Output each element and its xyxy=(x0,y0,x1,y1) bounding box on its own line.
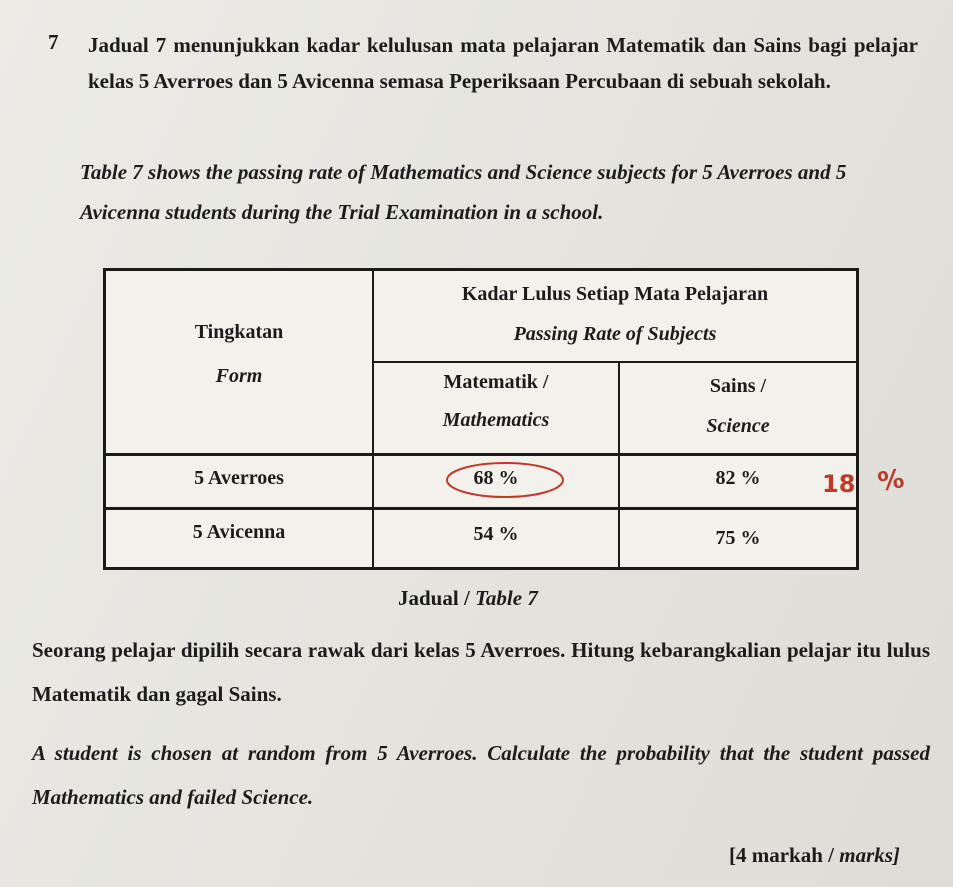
header-form-english: Form xyxy=(215,365,263,387)
handwritten-note-value: 18 xyxy=(822,470,856,498)
header-science-english: Science xyxy=(706,415,770,437)
handwritten-note-percent: % xyxy=(875,463,907,499)
row-avicenna-math: 54 % xyxy=(473,523,519,545)
passing-rate-table xyxy=(103,268,859,570)
intro-malay: Jadual 7 menunjukkan kadar kelulusan mata pelajaran Matematik dan Sains bagi pelajar kelas 5 Averroes dan 5 Avicenna semasa Peperiksaan Percubaan di sebuah sekolah. xyxy=(88,33,918,93)
caption-malay: Jadual / xyxy=(398,586,470,610)
marks-label xyxy=(729,843,900,868)
prompt-english: A student is chosen at random from 5 Averroes. Calculate the probability that the student passed Mathematics and failed Science. xyxy=(32,741,930,809)
header-group-english: Passing Rate of Subjects xyxy=(513,323,717,345)
header-form-malay: Tingkatan xyxy=(194,321,284,343)
row-averroes-science: 82 % xyxy=(715,467,761,489)
marks-malay: [4 markah / xyxy=(729,843,834,867)
marks-english: marks] xyxy=(839,843,900,867)
question-number: 7 xyxy=(48,30,59,54)
header-group-malay: Kadar Lulus Setiap Mata Pelajaran xyxy=(461,283,769,305)
row-averroes-math: 68 % xyxy=(473,467,519,489)
table-caption xyxy=(398,586,538,611)
row-avicenna-science: 75 % xyxy=(715,527,761,549)
table-divider-horizontal xyxy=(106,507,856,510)
prompt-malay: Seorang pelajar dipilih secara rawak dari kelas 5 Averroes. Hitung kebarangkalian pelajar itu lulus Matematik dan gagal Sains. xyxy=(32,638,930,706)
header-math-malay: Matematik / xyxy=(443,371,549,393)
header-math-english: Mathematics xyxy=(442,409,550,431)
handwritten-circle xyxy=(442,459,568,501)
caption-english: Table 7 xyxy=(475,586,538,610)
row-averroes-form: 5 Averroes xyxy=(194,467,284,489)
table-divider-horizontal xyxy=(106,453,856,456)
header-science-malay: Sains / xyxy=(709,375,767,397)
row-avicenna-form: 5 Avicenna xyxy=(192,521,286,543)
intro-english: Table 7 shows the passing rate of Mathematics and Science subjects for 5 Averroes and 5 Avicenna students during the Trial Examination in a school. xyxy=(80,160,847,224)
table-divider-horizontal xyxy=(372,361,856,363)
